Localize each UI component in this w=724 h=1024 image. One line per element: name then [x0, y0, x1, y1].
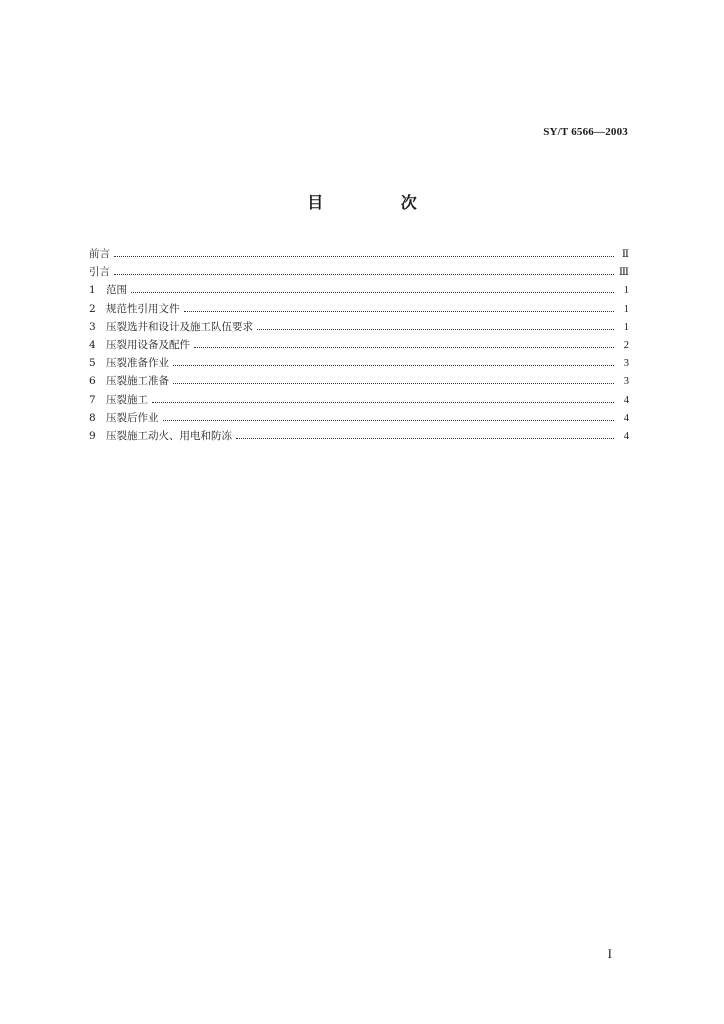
toc-entry-3[interactable]: [89, 319, 629, 337]
toc-entry-page: Ⅲ: [618, 267, 629, 279]
toc-entry-label: 规范性引用文件: [106, 302, 180, 315]
toc-entry-preface[interactable]: [89, 246, 629, 264]
toc-leader-dots: [131, 291, 614, 293]
toc-entry-page: 4: [623, 412, 629, 424]
toc-entry-page: 1: [623, 303, 629, 315]
toc-entry-introduction[interactable]: [89, 264, 629, 282]
toc-entry-page: 1: [623, 285, 629, 297]
toc-entry-label: 压裂用设备及配件: [106, 338, 190, 351]
toc-entry-page: 2: [623, 339, 629, 351]
toc-leader-dots: [173, 382, 614, 384]
toc-entry-label: 压裂施工准备: [106, 375, 169, 388]
toc-entry-number: 5: [89, 357, 96, 370]
toc-leader-dots: [173, 364, 614, 366]
toc-leader-dots: [194, 346, 614, 348]
toc-entry-label: 前言: [89, 248, 110, 260]
toc-leader-dots: [184, 310, 615, 312]
toc-entry-number: 4: [89, 338, 96, 351]
toc-entry-4[interactable]: [89, 337, 629, 355]
toc-entry-label: 引言: [89, 266, 110, 279]
toc-entry-page: 3: [623, 376, 629, 388]
toc-entry-page: 1: [623, 321, 629, 333]
toc-leader-dots: [257, 328, 614, 330]
toc-entry-page: 4: [623, 430, 629, 442]
standard-code: SY/T 6566—2003: [543, 126, 628, 138]
toc-entry-label: 范围: [106, 284, 127, 297]
toc-entry-number: 9: [89, 429, 96, 442]
toc-leader-dots: [114, 255, 614, 257]
toc-entry-1[interactable]: [89, 282, 629, 300]
toc-leader-dots: [152, 401, 614, 403]
toc-leader-dots: [163, 419, 615, 421]
toc-entry-5[interactable]: [89, 355, 629, 373]
table-of-contents: [89, 246, 629, 446]
toc-entry-page: 4: [623, 394, 629, 406]
toc-entry-page: Ⅱ: [621, 249, 629, 260]
toc-entry-number: 8: [89, 411, 96, 424]
toc-entry-label: 压裂选井和设计及施工队伍要求: [106, 320, 253, 333]
toc-leader-dots: [114, 273, 614, 275]
toc-leader-dots: [236, 437, 614, 439]
toc-entry-2[interactable]: [89, 301, 629, 319]
toc-entry-6[interactable]: [89, 373, 629, 391]
page-number: I: [607, 946, 612, 961]
toc-entry-number: 3: [89, 320, 96, 333]
toc-entry-label: 压裂准备作业: [106, 357, 169, 370]
page-title: 目 次: [307, 193, 453, 212]
toc-entry-label: 压裂施工: [106, 393, 148, 406]
toc-entry-label: 压裂后作业: [106, 411, 159, 424]
toc-entry-label: 压裂施工动火、用电和防冻: [106, 429, 232, 442]
toc-entry-number: 1: [89, 284, 96, 297]
toc-entry-number: 7: [89, 393, 96, 406]
toc-entry-number: 2: [89, 302, 96, 315]
toc-entry-8[interactable]: [89, 410, 629, 428]
toc-entry-9[interactable]: [89, 428, 629, 446]
toc-entry-number: 6: [89, 375, 96, 388]
toc-entry-7[interactable]: [89, 392, 629, 410]
toc-entry-page: 3: [623, 358, 629, 370]
